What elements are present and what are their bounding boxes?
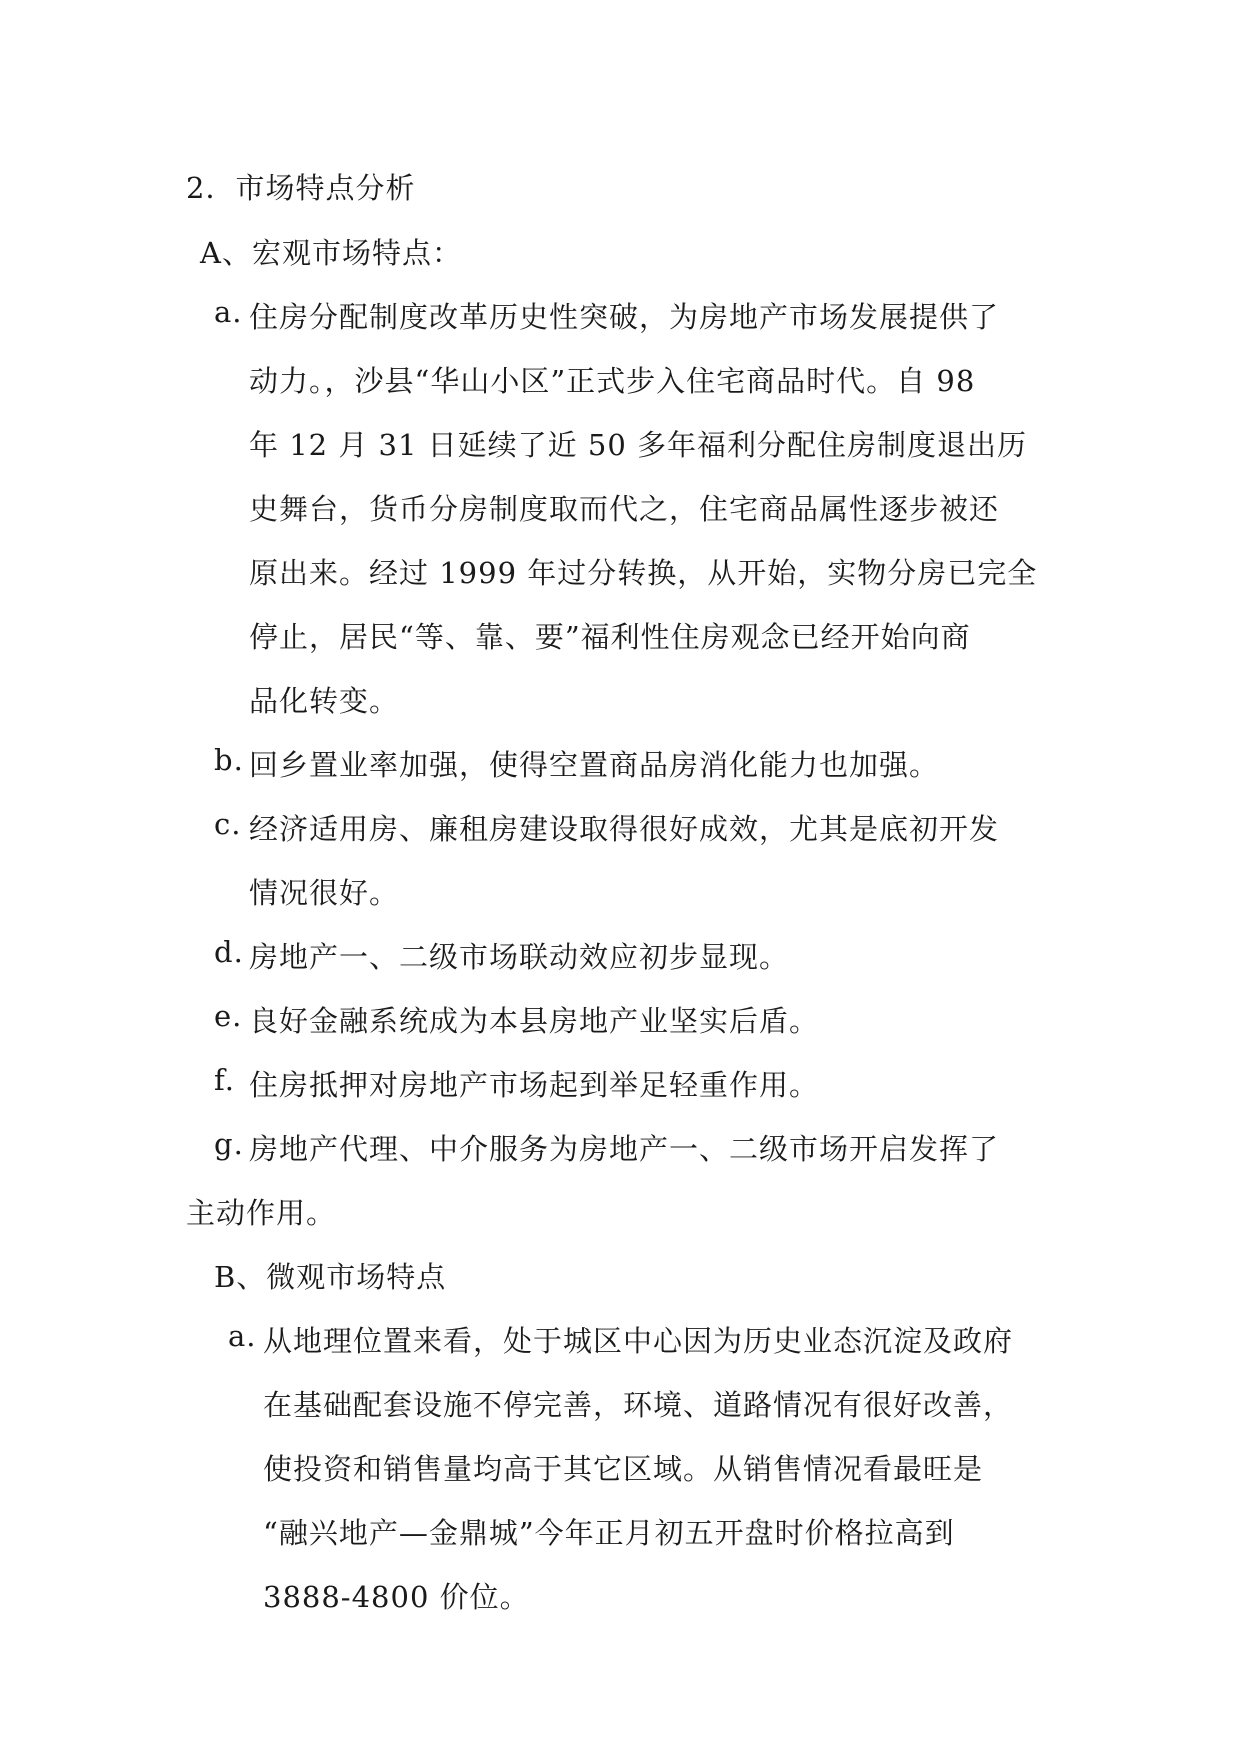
list-marker: b. bbox=[214, 743, 244, 777]
paragraph-line: 情况很好。 bbox=[249, 876, 400, 910]
paragraph-line: 年 12 月 31 日延续了近 50 多年福利分配住房制度退出历 bbox=[249, 428, 1028, 462]
paragraph-line: 回乡置业率加强，使得空置商品房消化能力也加强。 bbox=[249, 748, 940, 782]
list-marker: g. bbox=[214, 1127, 244, 1161]
list-marker: d. bbox=[214, 935, 244, 969]
paragraph-line: 房地产一、二级市场联动效应初步显现。 bbox=[249, 940, 790, 974]
section-title: 2．市场特点分析 bbox=[186, 171, 416, 205]
paragraph-line: 主动作用。 bbox=[186, 1196, 337, 1230]
paragraph-line: 使投资和销售量均高于其它区域。从销售情况看最旺是 bbox=[263, 1452, 984, 1486]
paragraph-line: 住房抵押对房地产市场起到举足轻重作用。 bbox=[249, 1068, 820, 1102]
paragraph-line: 良好金融系统成为本县房地产业坚实后盾。 bbox=[249, 1004, 820, 1038]
paragraph-line: 停止，居民“等、靠、要”福利性住房观念已经开始向商 bbox=[249, 620, 971, 654]
paragraph-line: 房地产代理、中介服务为房地产一、二级市场开启发挥了 bbox=[249, 1132, 1000, 1166]
list-marker: e. bbox=[214, 999, 243, 1033]
paragraph-line: 3888-4800 价位。 bbox=[263, 1580, 530, 1614]
paragraph-line: 在基础配套设施不停完善，环境、道路情况有很好改善， bbox=[263, 1388, 1014, 1422]
paragraph-line: 动力。，沙县“华山小区”正式步入住宅商品时代。自 98 bbox=[249, 364, 976, 398]
micro-heading: B、微观市场特点 bbox=[214, 1260, 447, 1294]
paragraph-line: 品化转变。 bbox=[249, 684, 400, 718]
paragraph-line: 从地理位置来看，处于城区中心因为历史业态沉淀及政府 bbox=[263, 1324, 1014, 1358]
paragraph-line: 住房分配制度改革历史性突破，为房地产市场发展提供了 bbox=[249, 300, 1000, 334]
list-marker: f. bbox=[214, 1063, 235, 1097]
paragraph-line: “融兴地产—金鼎城”今年正月初五开盘时价格拉高到 bbox=[263, 1516, 955, 1550]
paragraph-line: 史舞台，货币分房制度取而代之，住宅商品属性逐步被还 bbox=[249, 492, 1000, 526]
list-marker: a. bbox=[228, 1319, 257, 1353]
list-marker: c. bbox=[214, 807, 242, 841]
paragraph-line: 原出来。经过 1999 年过分转换，从开始，实物分房已完全 bbox=[249, 556, 1038, 590]
list-marker: a. bbox=[214, 295, 243, 329]
paragraph-line: 经济适用房、廉租房建设取得很好成效，尤其是底初开发 bbox=[249, 812, 1000, 846]
macro-heading: A、宏观市场特点： bbox=[200, 236, 462, 270]
